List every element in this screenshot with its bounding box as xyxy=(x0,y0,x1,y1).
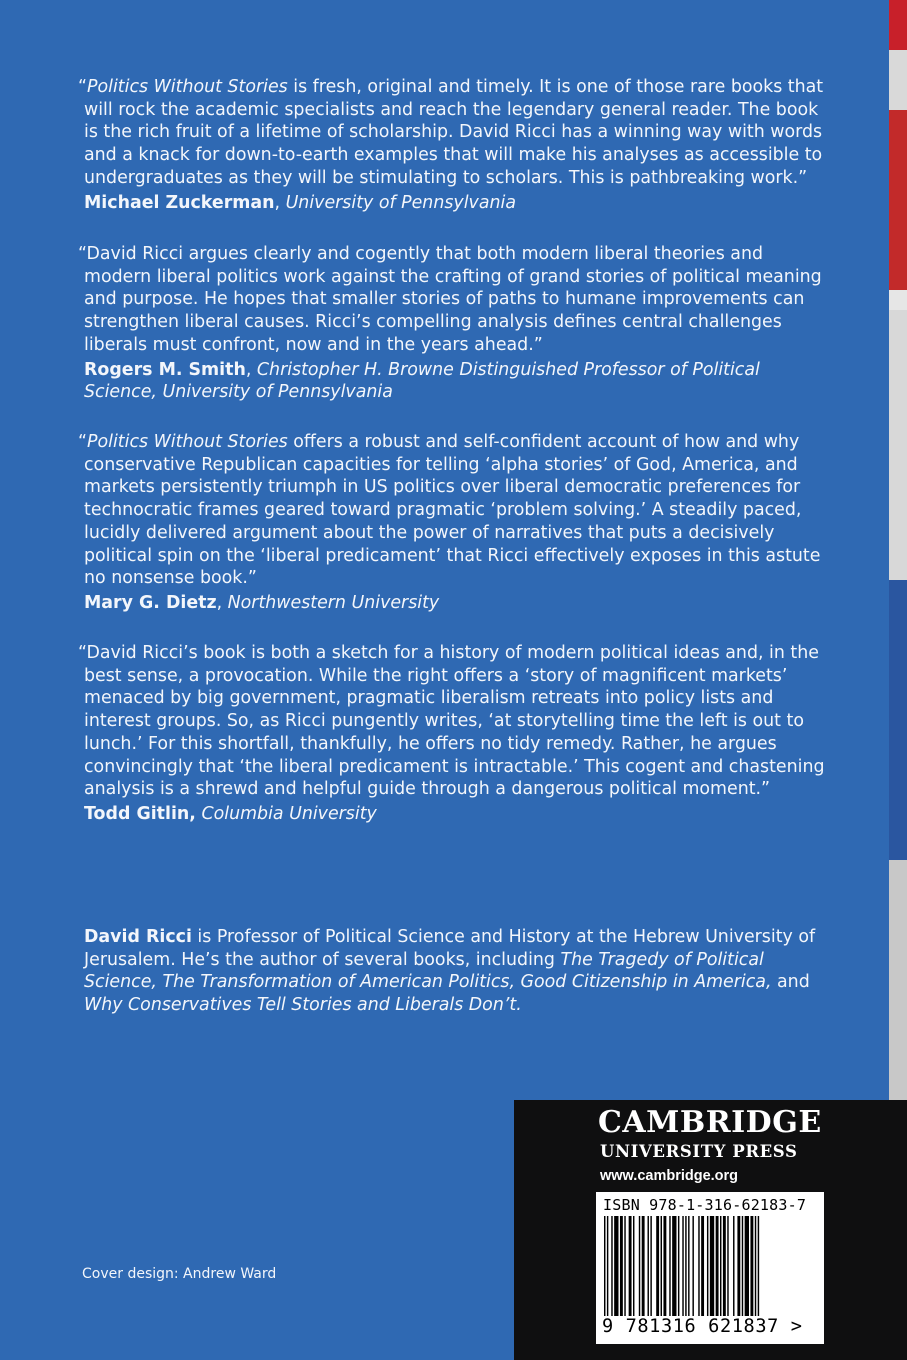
barcode-bar xyxy=(648,1216,649,1316)
barcode-bar xyxy=(698,1216,699,1316)
barcode-bar xyxy=(701,1216,704,1316)
barcode-bar xyxy=(639,1216,640,1316)
reviewer-affiliation: Northwestern University xyxy=(227,592,440,613)
reviewer-affiliation: Christopher H. Browne Distinguished Professor of Political Science, University of Pennsylvania xyxy=(84,359,760,403)
publisher-panel xyxy=(514,1100,907,1360)
blurb-text: “David Ricci’s book is both a sketch for a history of modern political ideas and, in the best sense, a provocation. While the right offers a ‘story of magnificent markets’ menaced by big government, pragmatic liberalism retreats into policy lists and interest groups. So, as Ricci pungently writes, ‘at storytelling time the left is out to lunch.’ For this shortfall, thankfully, he offers no tidy remedy. Rather, he argues convincingly that ‘the liberal predicament is intractable.’ This cogent and chastening analysis is a shrewd and helpful guide through a dangerous political moment.” xyxy=(78,643,825,800)
barcode-bar xyxy=(716,1216,719,1316)
reviewer-affiliation: Columbia University xyxy=(201,803,377,824)
blurb-gitlin xyxy=(78,642,828,825)
blurb-dietz: “Politics Without Stories offers a robust and self-confident account of how and why conservative Republican capacities for telling ‘alpha stories’ of God, America, and markets persistently triumph in US politics over liberal democratic preferences for technocratic frames geared toward pragmatic ‘problem solving.’ A steadily paced, lucidly delivered argument about the power of narratives that puts a decisively political spin on the ‘liberal predicament’ that Ricci effectively exposes in this astute no nonsense book.” Mary G. Dietz, Northwestern University xyxy=(78,432,821,613)
barcode-bar xyxy=(614,1216,618,1316)
barcode-bar xyxy=(723,1216,726,1316)
blurb-text: offers a robust and self-confident account of how and why conservative Republican capacities for telling ‘alpha stories’ of God, America, and markets persistently triumph in US politics over liberal democratic preferences for technocratic frames geared toward pragmatic ‘problem solving.’ A steadily paced, lucidly delivered argument about the power of narratives that puts a decisively political spin on the ‘liberal predicament’ that Ricci effectively exposes in this astute no nonsense book.” xyxy=(84,432,821,589)
barcode-bar xyxy=(672,1216,676,1316)
barcode-bar xyxy=(758,1216,759,1316)
author-name: David Ricci xyxy=(84,927,192,947)
isbn-label: ISBN 978-1-316-62183-7 xyxy=(603,1196,807,1214)
barcode-bar xyxy=(661,1216,662,1316)
barcode-bar xyxy=(678,1216,679,1316)
barcode-bar xyxy=(685,1216,686,1316)
reviewer-name: Rogers M. Smith xyxy=(84,359,246,380)
barcode-bar xyxy=(737,1216,740,1316)
barcode-bar xyxy=(620,1216,623,1316)
barcode-bar xyxy=(688,1216,689,1316)
barcode-bar xyxy=(656,1216,659,1316)
reviewer-name: Mary G. Dietz xyxy=(84,592,217,613)
blurb-zuckerman: “Politics Without Stories is fresh, original and timely. It is one of those rare books that will rock the academic specialists and reach the legendary general reader. The book is the rich fruit of a lifetime of scholarship. David Ricci has a winning way with words and a knack for down-to-earth examples that will make his analyses as accessible to undergraduates as they will be stimulating to scholars. This is pathbreaking work.” Michael Zuckerman, University of Pennsylvania xyxy=(78,77,824,213)
barcode-bar xyxy=(755,1216,756,1316)
barcode-bar xyxy=(742,1216,743,1316)
blurb-smith: “David Ricci argues clearly and cogently that both modern liberal theories and modern liberal politics work against the crafting of grand stories of political meaning and purpose. He hopes that smaller stories of paths to humane improvements can strengthen liberal causes. Ricci’s compelling analysis defines central challenges liberals must confront, now and in the years ahead.” Rogers M. Smith, Christopher H. Browne Distinguished Professor of Political Science, University of Pennsylvania xyxy=(78,243,828,404)
barcode-bar xyxy=(682,1216,683,1316)
barcode-bar xyxy=(733,1216,734,1316)
barcode-bar xyxy=(720,1216,721,1316)
barcode-bar xyxy=(607,1216,608,1316)
barcode-bar xyxy=(669,1216,670,1316)
barcode-bar xyxy=(633,1216,634,1316)
reviewer-name: Michael Zuckerman xyxy=(84,192,275,213)
blurb-text: “David Ricci argues clearly and cogently that both modern liberal theories and modern liberal politics work against the crafting of grand stories of political meaning and purpose. He hopes that smaller stories of paths to humane improvements can strengthen liberal causes. Ricci’s compelling analysis defines central challenges liberals must confront, now and in the years ahead.” xyxy=(78,244,822,355)
reviewer-name: Todd Gitlin, xyxy=(84,803,196,824)
barcode-bar xyxy=(629,1216,632,1316)
isbn-barcode xyxy=(596,1192,824,1344)
publisher-url: www.cambridge.org xyxy=(600,1168,739,1184)
publisher-logo-subname: UNIVERSITY PRESS xyxy=(600,1142,798,1161)
reviewer-affiliation: University of Pennsylvania xyxy=(285,192,516,213)
barcode-bar xyxy=(707,1216,708,1316)
edge-stripes xyxy=(889,0,907,1100)
book-title: Politics Without Stories xyxy=(87,432,288,452)
blurb-text: is fresh, original and timely. It is one of those rare books that will rock the academic specialists and reach the legendary general reader. The book is the rich fruit of a lifetime of scholarship. David Ricci has a winning way with words and a knack for down-to-earth examples that will make his analyses as accessible to undergraduates as they will be stimulating to scholars. This is pathbreaking work.” xyxy=(84,77,824,188)
barcode-bar xyxy=(604,1216,605,1316)
book-list: The Tragedy of Political Science, The Transformation of American Politics, Good Citizenship in America, xyxy=(84,949,772,993)
barcode-bar xyxy=(727,1216,728,1316)
barcode-bar xyxy=(710,1216,714,1316)
barcode-bar xyxy=(650,1216,651,1316)
cover-credit: Cover design: Andrew Ward xyxy=(82,1266,277,1282)
publisher-logo-name: CAMBRIDGE xyxy=(598,1105,822,1140)
book-title: Why Conservatives Tell Stories and Liberals Don’t. xyxy=(84,995,522,1016)
barcode-bar xyxy=(611,1216,612,1316)
barcode-bar xyxy=(663,1216,666,1316)
barcode-bars xyxy=(602,1216,818,1316)
barcode-bar xyxy=(692,1216,693,1316)
barcode-digits: 9 781316 621837 > xyxy=(602,1316,803,1337)
barcode-bar xyxy=(624,1216,625,1316)
book-title: Politics Without Stories xyxy=(87,77,288,97)
barcode-bar xyxy=(745,1216,749,1316)
author-bio: David Ricci is Professor of Political Science and History at the Hebrew University of Jerusalem. He’s the author of several books, including The Tragedy of Political Science, The Transformation of American Politics, Good Citizenship in America, and Why Conservatives Tell Stories and Liberals Don’t. xyxy=(84,927,816,1016)
barcode-bar xyxy=(642,1216,645,1316)
barcode-bar xyxy=(750,1216,753,1316)
